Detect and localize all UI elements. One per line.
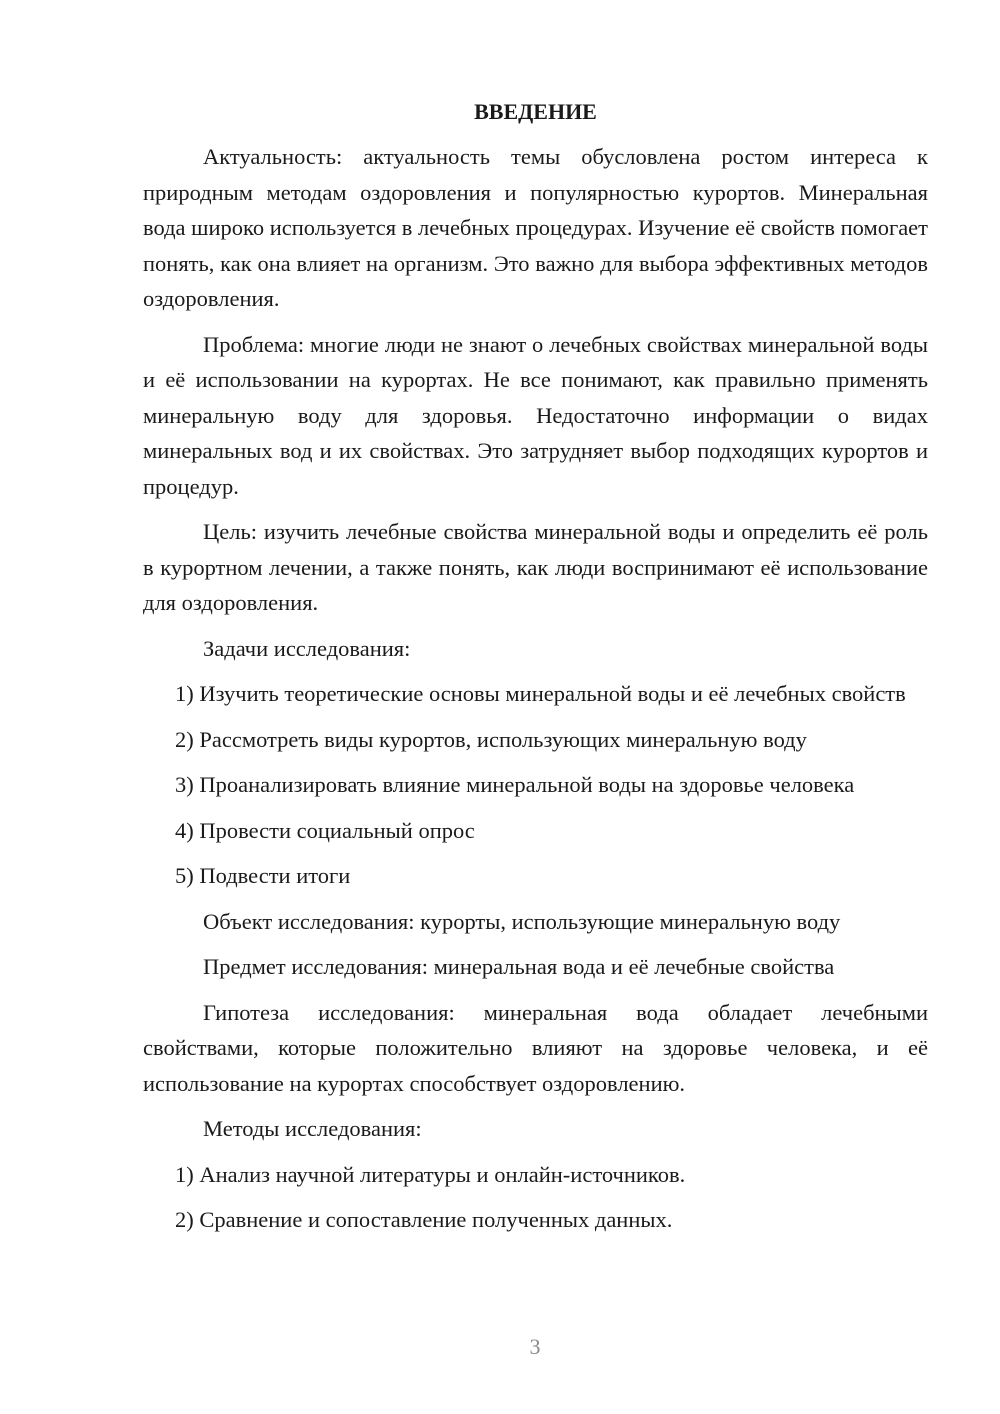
method-item-1: 1) Анализ научной литературы и онлайн-источников.	[175, 1161, 686, 1187]
tasks-heading: Задачи исследования:	[203, 635, 411, 661]
task-item-1: 1) Изучить теоретические основы минеральной воды и её лечебных свойств	[175, 681, 906, 706]
method-item-2: 2) Сравнение и сопоставление полученных данных.	[175, 1207, 673, 1232]
task-item-5: 5) Подвести итоги	[175, 863, 351, 888]
task-item-2: 2) Рассмотреть виды курортов, использующих минеральную воду	[175, 726, 807, 752]
paragraph-hypothesis: Гипотеза исследования: минеральная вода обладает лечебными свойствами, которые положительно влияют на здоровье человека, и её использование на курортах способствует оздоровлению.	[143, 999, 928, 1096]
methods-heading: Методы исследования:	[203, 1116, 422, 1141]
paragraph-problem: Проблема: многие люди не знают о лечебных свойствах минеральной воды и её использовании на курортах. Не все понимают, как правильно применять минеральную воду для здоровья. Недостаточно информации о видах минеральных вод и их свойствах. Это затрудняет выбор подходящих курортов и процедур.	[143, 331, 928, 499]
paragraph-relevance: Актуальность: актуальность темы обусловлена ростом интереса к природным методам оздоровления и популярностью курортов. Минеральная вода широко используется в лечебных процедурах. Изучение её свойств помогает понять, как она влияет на организм. Это важно для выбора эффективных методов оздоровления.	[143, 144, 928, 311]
task-item-3: 3) Проанализировать влияние минеральной воды на здоровье человека	[175, 772, 855, 797]
paragraph-subject: Предмет исследования: минеральная вода и её лечебные свойства	[203, 954, 835, 979]
page-content	[143, 94, 928, 1238]
page-number: 3	[529, 1334, 541, 1359]
paragraph-object: Объект исследования: курорты, использующие минеральную воду	[203, 908, 841, 934]
section-title: ВВЕДЕНИЕ	[474, 99, 597, 124]
task-item-4: 4) Провести социальный опрос	[175, 817, 475, 843]
paragraph-goal: Цель: изучить лечебные свойства минеральной воды и определить её роль в курортном лечении, а также понять, как люди воспринимают её использование для оздоровления.	[143, 519, 928, 615]
